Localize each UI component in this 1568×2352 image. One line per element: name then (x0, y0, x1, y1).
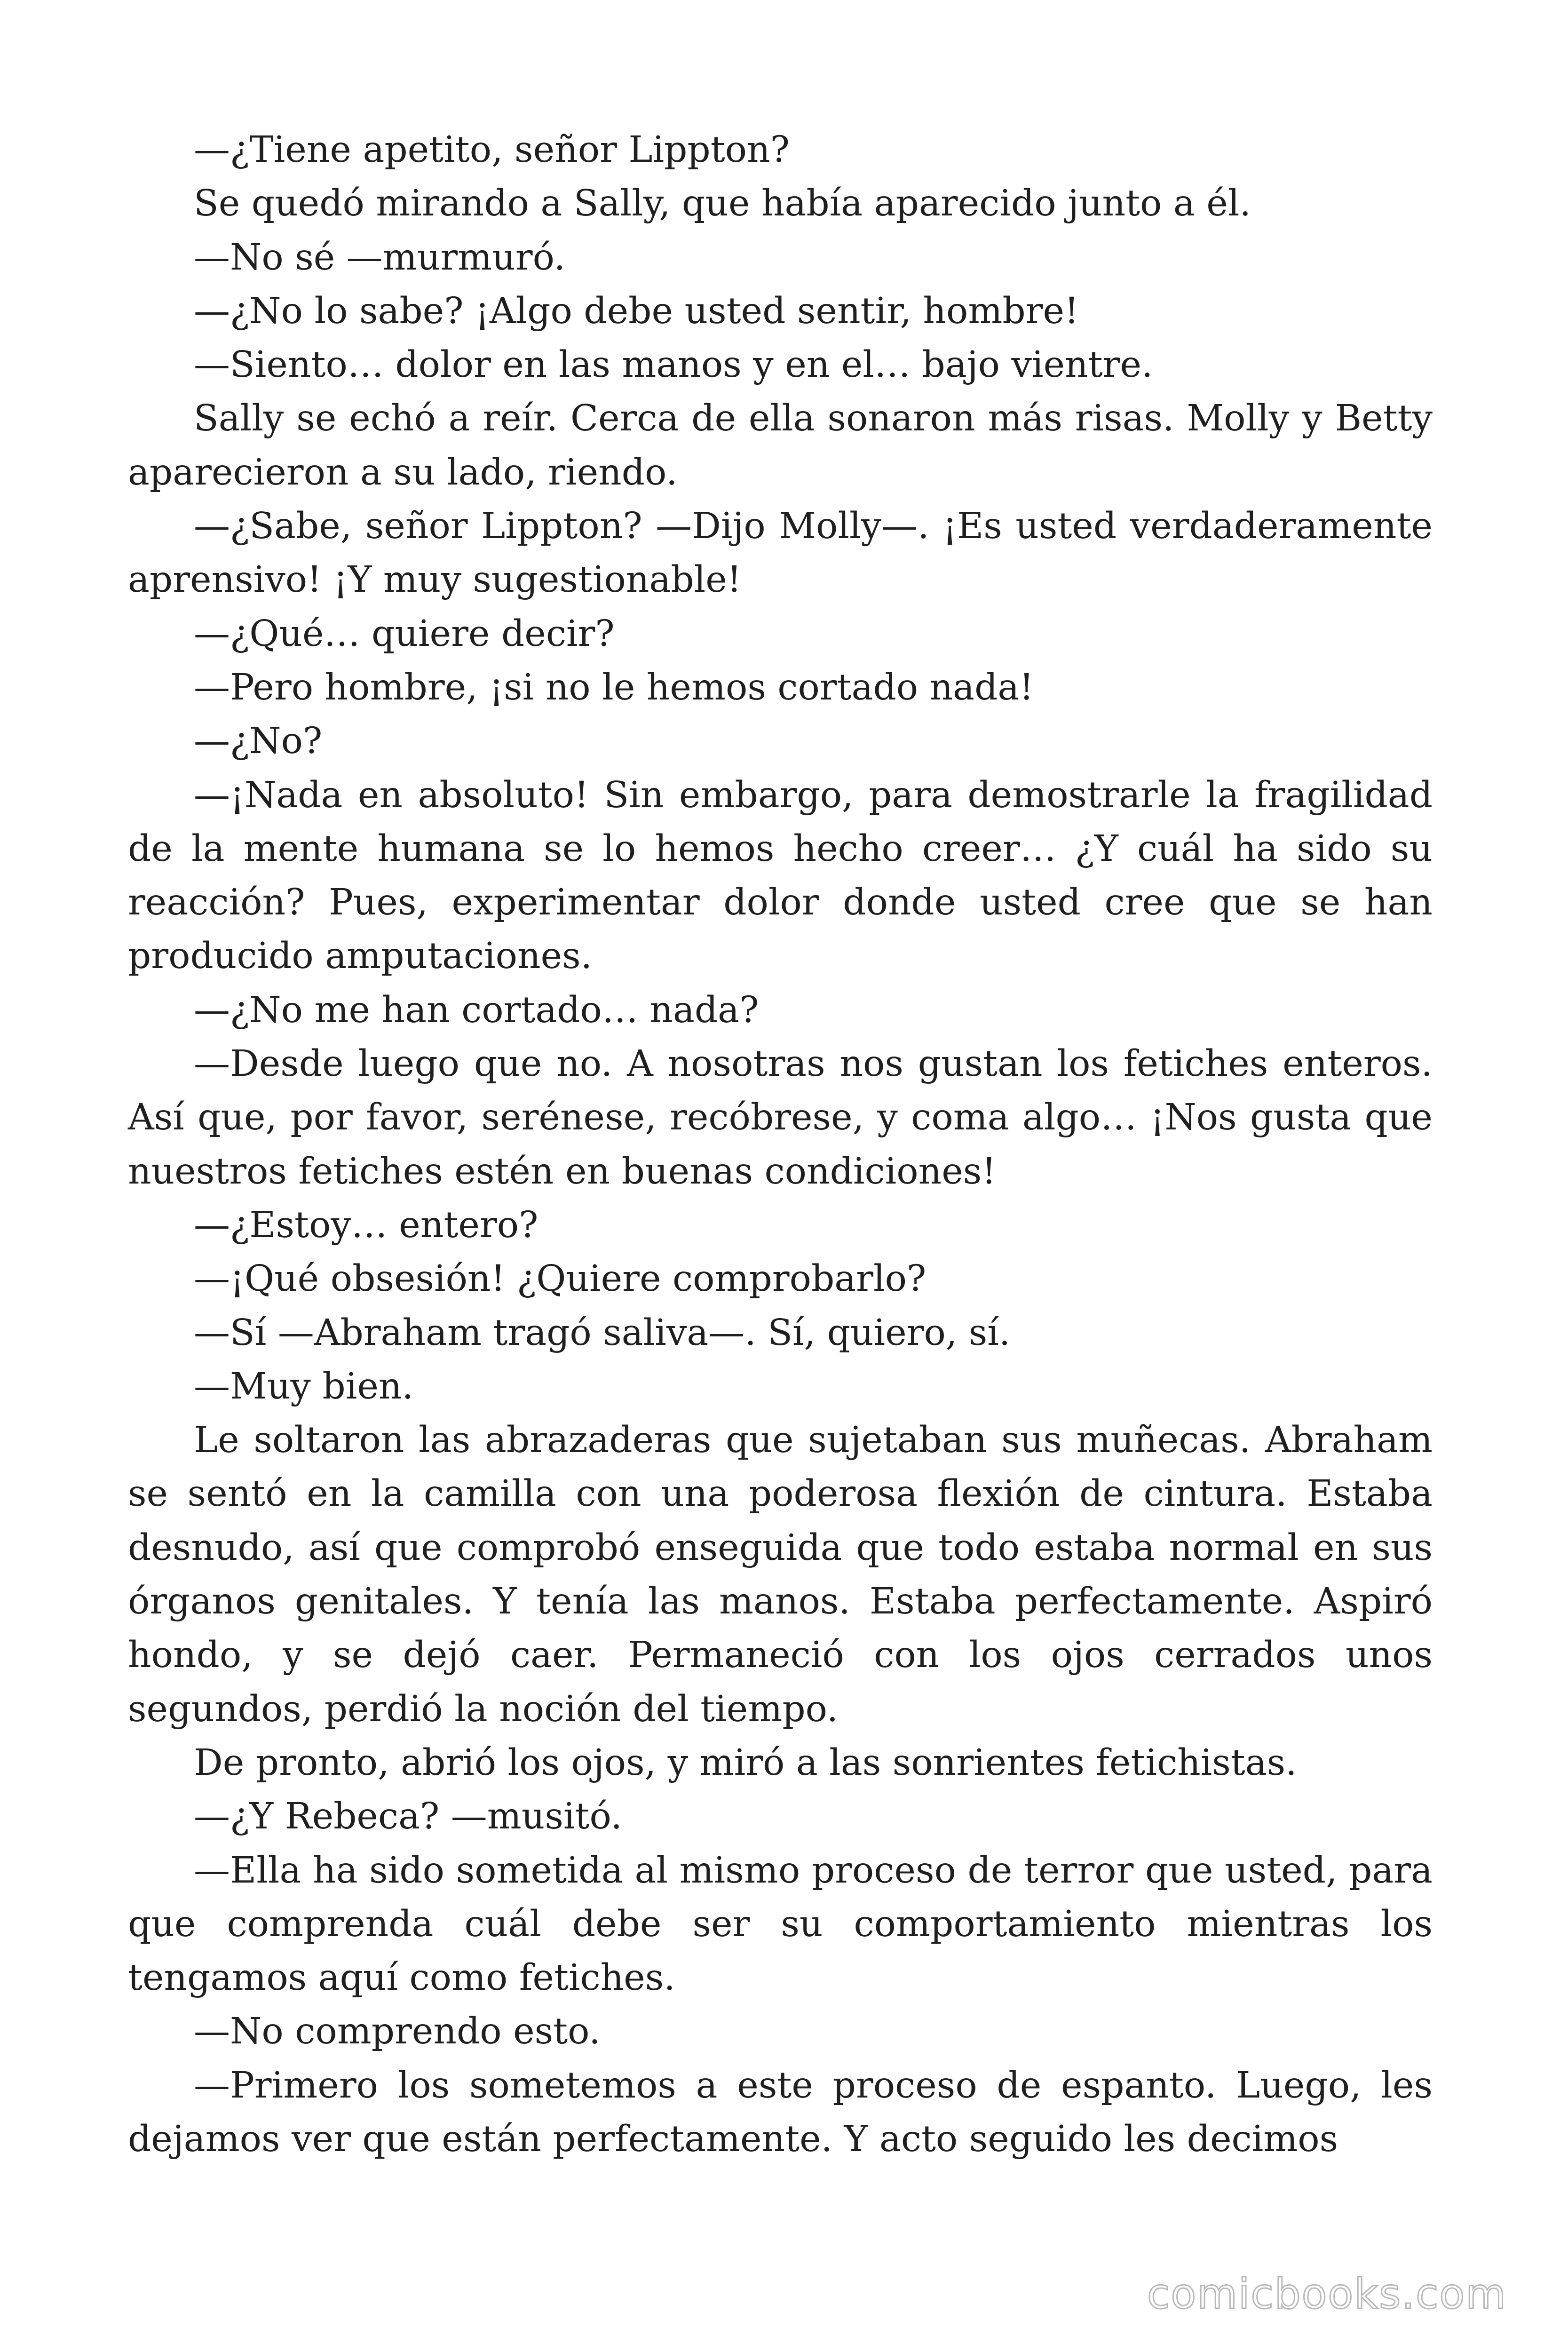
body-text (128, 123, 1433, 2166)
paragraph-22: —No comprendo esto. (194, 2010, 601, 2053)
paragraph-20: —¿Y Rebeca? —musitó. (194, 1796, 622, 1838)
paragraph-21: —Ella ha sido sometida al mismo proceso de terror que usted, para que comprenda cuál debe ser su comportamiento mientras los tengamos aquí como fetiches. (128, 1849, 1433, 1999)
paragraph-13: —Desde luego que no. A nosotras nos gustan los fetiches enteros. Así que, por favor, serénese, recóbrese, y coma algo… ¡Nos gusta que nuestros fetiches estén en buenas condiciones! (128, 1043, 1433, 1192)
paragraph-23: —Primero los sometemos a este proceso de espanto. Luego, les dejamos ver que están perfectamente. Y acto seguido les decimos (128, 2064, 1433, 2160)
paragraph-17: —Muy bien. (194, 1365, 413, 1407)
paragraph-14: —¿Estoy… entero? (194, 1204, 539, 1246)
paragraph-4: —¿No lo sabe? ¡Algo debe usted sentir, hombre! (194, 290, 1079, 332)
paragraph-11: —¡Nada en absoluto! Sin embargo, para demostrarle la fragilidad de la mente humana se lo hemos hecho creer… ¿Y cuál ha sido su reacción? Pues, experimentar dolor donde usted cree que se han producido amputaciones. (128, 774, 1433, 977)
paragraph-8: —¿Qué… quiere decir? (194, 612, 615, 655)
paragraph-19: De pronto, abrió los ojos, y miró a las sonrientes fetichistas. (194, 1741, 1297, 1784)
paragraph-18: Le soltaron las abrazaderas que sujetaban sus muñecas. Abraham se sentó en la camilla con una poderosa flexión de cintura. Estaba desnudo, así que comprobó enseguida que todo estaba normal en sus órganos genitales. Y tenía las manos. Estaba perfectamente. Aspiró hondo, y se dejó caer. Permaneció con los ojos cerrados unos segundos, perdió la noción del tiempo. (128, 1419, 1433, 1730)
paragraph-3: —No sé —murmuró. (194, 236, 566, 278)
paragraph-10: —¿No? (194, 720, 323, 763)
paragraph-6: Sally se echó a reír. Cerca de ella sonaron más risas. Molly y Betty aparecieron a su lado, riendo. (128, 397, 1433, 493)
paragraph-16: —Sí —Abraham tragó saliva—. Sí, quiero, sí. (194, 1311, 1011, 1354)
paragraph-15: —¡Qué obsesión! ¿Quiere comprobarlo? (194, 1258, 927, 1300)
watermark: comicbooks.com (1147, 2270, 1507, 2318)
paragraph-7: —¿Sabe, señor Lippton? —Dijo Molly—. ¡Es usted verdaderamente aprensivo! ¡Y muy sugestionable! (128, 505, 1433, 601)
paragraph-1: —¿Tiene apetito, señor Lippton? (194, 129, 790, 171)
paragraph-12: —¿No me han cortado… nada? (194, 989, 759, 1031)
paragraph-2: Se quedó mirando a Sally, que había aparecido junto a él. (194, 183, 1251, 225)
paragraph-9: —Pero hombre, ¡si no le hemos cortado nada! (194, 666, 1034, 708)
paragraph-5: —Siento… dolor en las manos y en el… bajo vientre. (194, 344, 1153, 386)
